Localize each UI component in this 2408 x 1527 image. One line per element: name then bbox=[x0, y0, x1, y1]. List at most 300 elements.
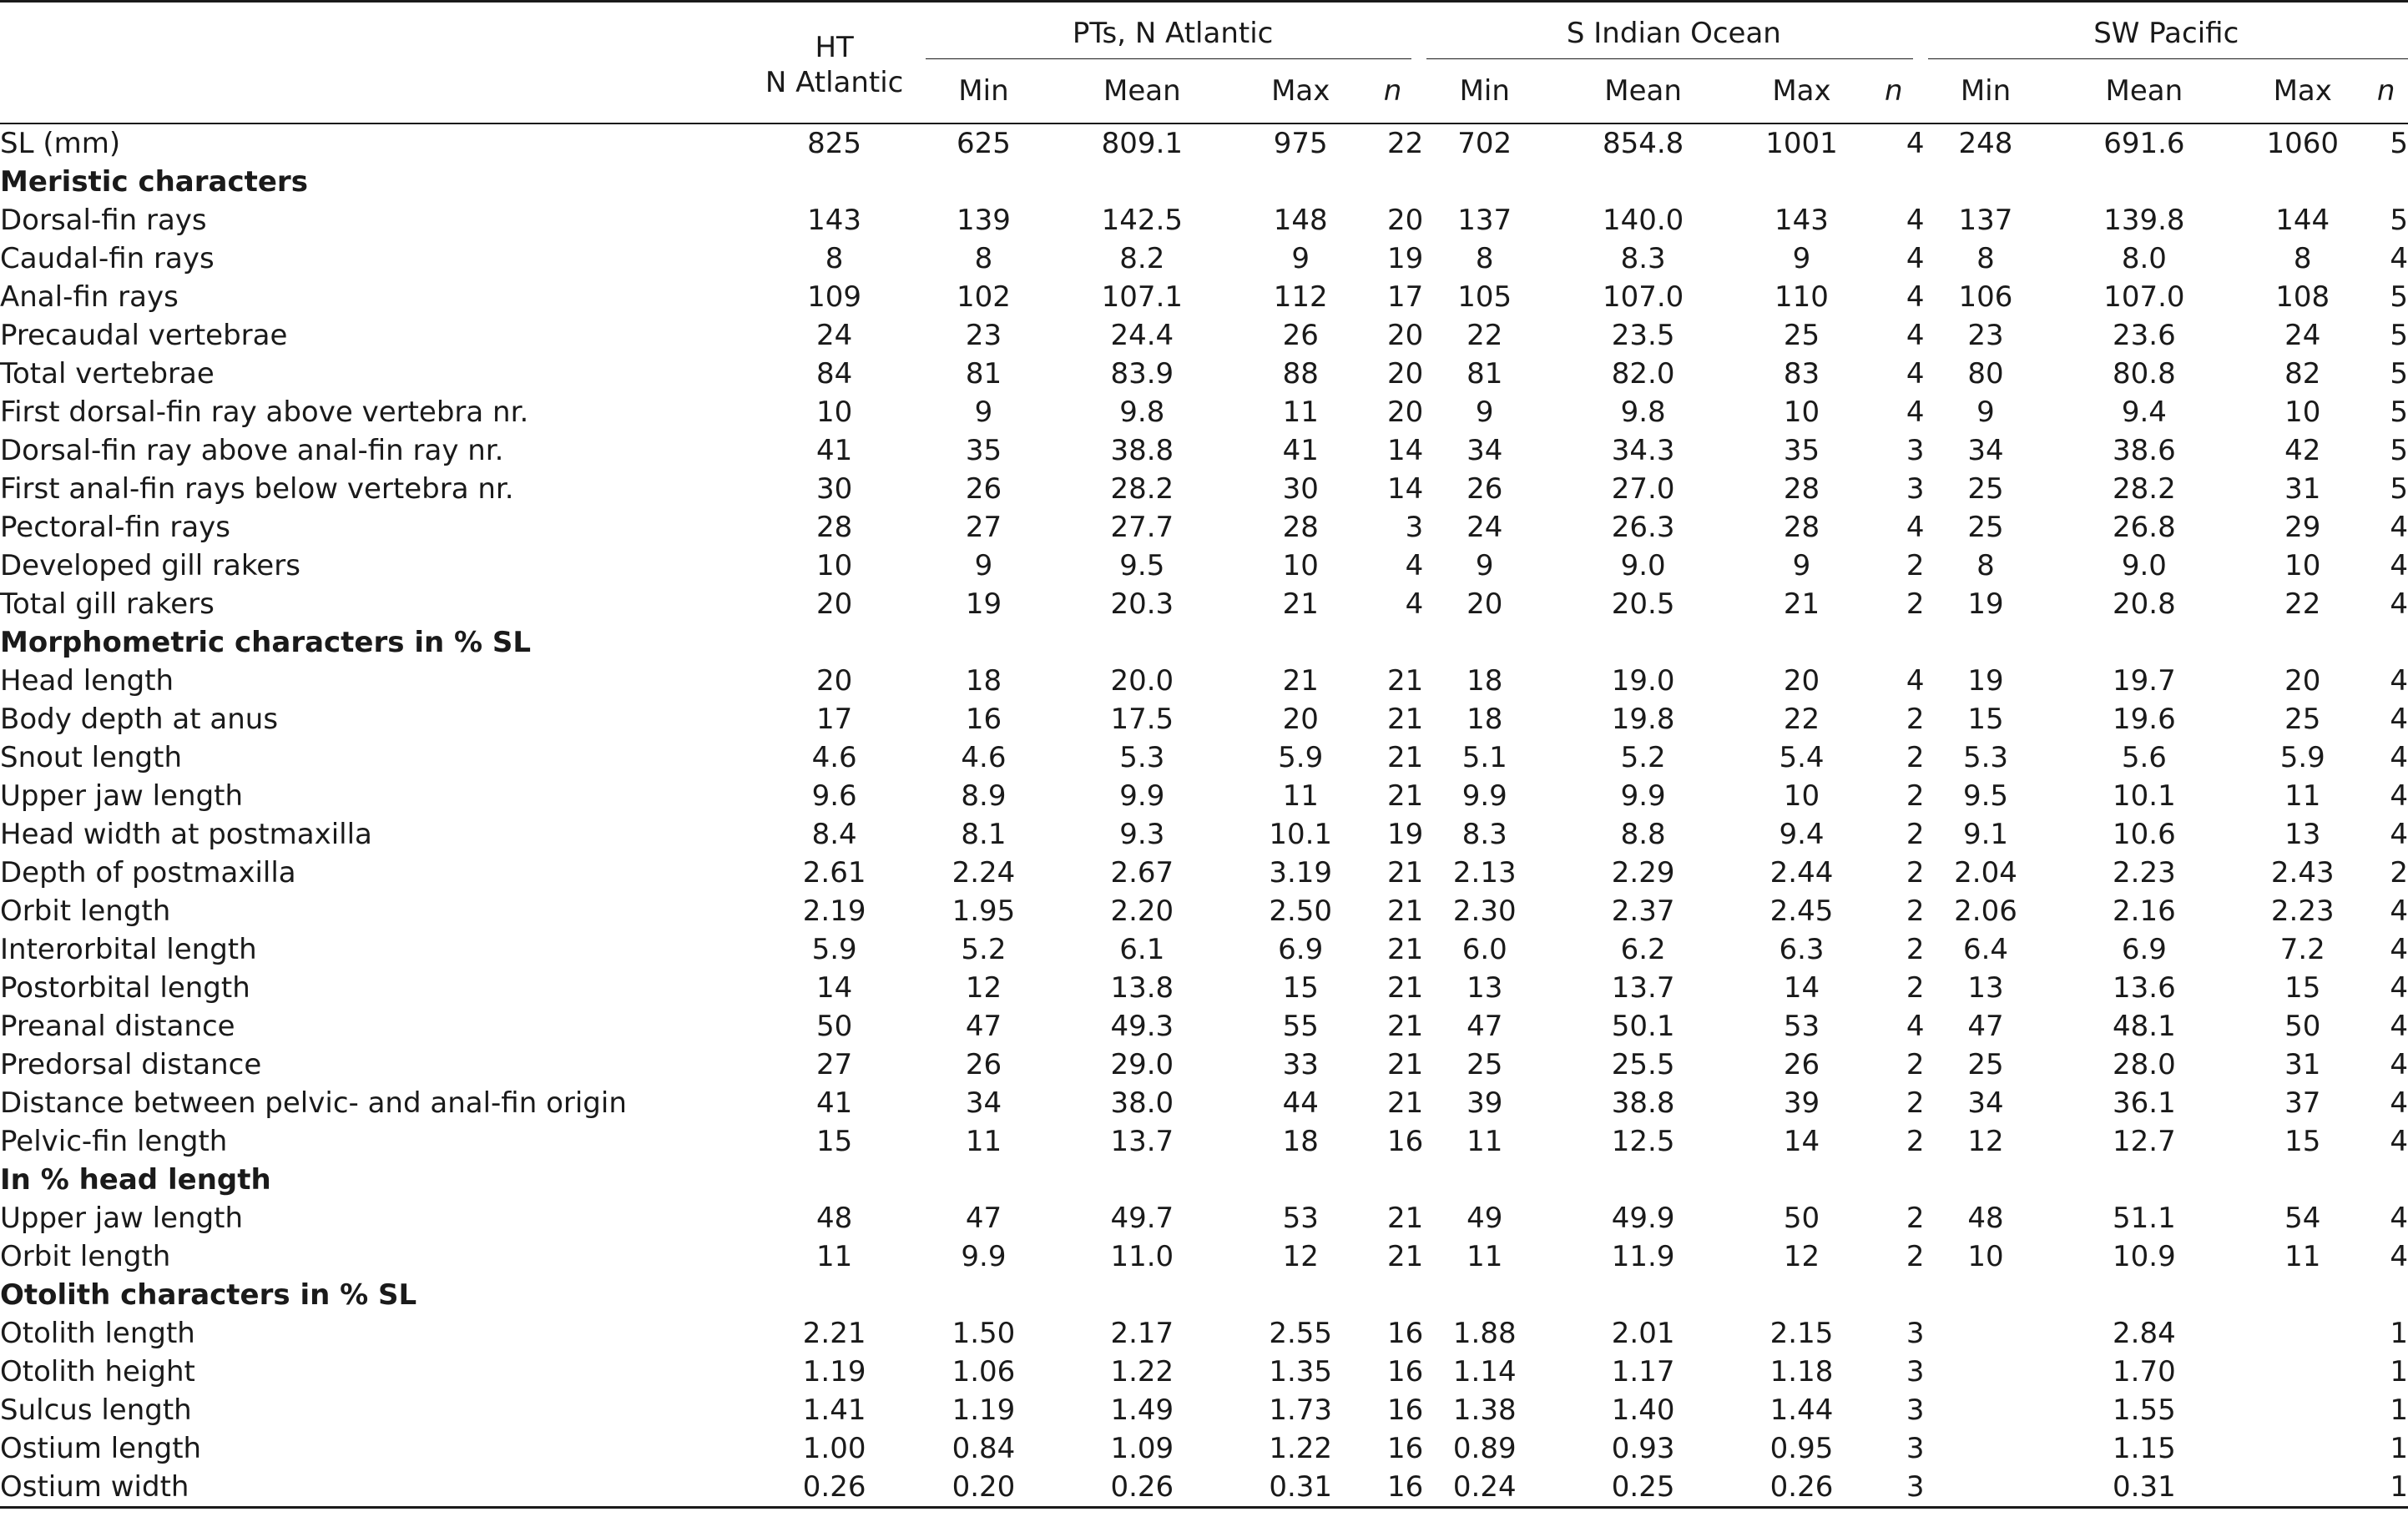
cell-value: 6.1 bbox=[1119, 933, 1165, 966]
cell-value: 8 bbox=[2293, 242, 2312, 275]
header-group-pacific bbox=[1925, 2, 2408, 60]
cell-value: 1.15 bbox=[2113, 1432, 2176, 1465]
row-label: Interorbital length bbox=[0, 933, 257, 966]
header-group-indian-ocean bbox=[1423, 2, 1924, 60]
cell-value: 25 bbox=[2284, 703, 2321, 736]
cell-value: 23.6 bbox=[2113, 319, 2176, 352]
row-label: Caudal-fin rays bbox=[0, 242, 215, 275]
cell-n: 21 bbox=[1386, 703, 1424, 736]
cell-value: 8.0 bbox=[2121, 242, 2167, 275]
cell-n: 5 bbox=[2390, 280, 2408, 314]
section-title: In % head length bbox=[0, 1163, 271, 1197]
cell-value: 854.8 bbox=[1602, 127, 1684, 160]
cell-value: 25 bbox=[1967, 472, 2004, 506]
cell-n: 3 bbox=[1405, 511, 1424, 544]
cell-value: 36.1 bbox=[2113, 1086, 2176, 1120]
cell-value: 2.23 bbox=[2113, 856, 2176, 889]
cell-value: 10 bbox=[2284, 396, 2321, 429]
cell-value: 50 bbox=[1783, 1202, 1820, 1235]
cell-value: 13.8 bbox=[1110, 971, 1174, 1005]
cell-value: 11 bbox=[1282, 396, 1319, 429]
cell-value: 1.95 bbox=[952, 895, 1016, 928]
cell-value: 27 bbox=[815, 1048, 853, 1081]
cell-n: 4 bbox=[1906, 396, 1925, 429]
cell-n: 5 bbox=[2390, 127, 2408, 160]
cell-n: 16 bbox=[1386, 1470, 1424, 1504]
cell-value: 34 bbox=[1967, 434, 2004, 467]
cell-n: 4 bbox=[1405, 549, 1424, 582]
cell-value: 18 bbox=[1467, 664, 1503, 698]
cell-n: 4 bbox=[2390, 1240, 2408, 1273]
cell-value: 14 bbox=[1783, 971, 1820, 1005]
cell-value: 31 bbox=[2284, 1048, 2321, 1081]
cell-value: 1.41 bbox=[802, 1393, 866, 1427]
cell-value: 13.7 bbox=[1110, 1125, 1174, 1158]
cell-value: 15 bbox=[2284, 1125, 2321, 1158]
cell-value: 19 bbox=[965, 587, 1002, 621]
cell-value: 41 bbox=[815, 434, 853, 467]
cell-value: 2.44 bbox=[1769, 856, 1834, 889]
cell-value: 2.23 bbox=[2270, 895, 2335, 928]
cell-value: 28 bbox=[1783, 511, 1820, 544]
cell-value: 42 bbox=[2284, 434, 2321, 467]
cell-value: 9 bbox=[1792, 549, 1811, 582]
cell-n: 21 bbox=[1386, 1240, 1424, 1273]
cell-value: 1.55 bbox=[2113, 1393, 2176, 1427]
row-label: Precaudal vertebrae bbox=[0, 319, 288, 352]
header-max: Max bbox=[1772, 74, 1831, 108]
cell-value bbox=[1925, 1353, 2047, 1391]
cell-value: 11 bbox=[1467, 1240, 1503, 1273]
cell-value: 2.30 bbox=[1452, 895, 1517, 928]
cell-value: 13.7 bbox=[1611, 971, 1675, 1005]
table-row bbox=[0, 1237, 2408, 1276]
header-row-subcols bbox=[0, 59, 2408, 123]
table-row bbox=[0, 738, 2408, 777]
cell-value: 10 bbox=[815, 396, 853, 429]
header-blank bbox=[0, 59, 746, 123]
cell-value: 102 bbox=[957, 280, 1011, 314]
cell-value: 49 bbox=[1467, 1202, 1503, 1235]
row-label: Head length bbox=[0, 664, 174, 698]
cell-value: 1.14 bbox=[1452, 1355, 1517, 1388]
cell-value: 2.20 bbox=[1110, 895, 1174, 928]
cell-n: 4 bbox=[2390, 1010, 2408, 1043]
cell-value: 5.9 bbox=[811, 933, 857, 966]
cell-value: 1.70 bbox=[2113, 1355, 2176, 1388]
cell-value: 1.00 bbox=[802, 1432, 866, 1465]
header-blank bbox=[0, 2, 746, 60]
cell-value: 9.5 bbox=[1962, 779, 2009, 813]
header-group-indian-ocean-label: S Indian Ocean bbox=[1566, 17, 1781, 50]
table-row bbox=[0, 1314, 2408, 1353]
section-title: Otolith characters in % SL bbox=[0, 1278, 417, 1312]
row-label: Orbit length bbox=[0, 1240, 171, 1273]
cell-n: 4 bbox=[1906, 357, 1925, 391]
row-label: SL (mm) bbox=[0, 127, 121, 160]
cell-value: 35 bbox=[1783, 434, 1820, 467]
row-label: Total vertebrae bbox=[0, 357, 215, 391]
table-row bbox=[0, 355, 2408, 393]
cell-value: 82 bbox=[2284, 357, 2321, 391]
cell-n: 2 bbox=[1906, 1086, 1925, 1120]
cell-value: 24 bbox=[2284, 319, 2321, 352]
cell-n: 3 bbox=[1906, 1393, 1925, 1427]
section-header-row bbox=[0, 163, 2408, 201]
table-row bbox=[0, 1199, 2408, 1237]
cell-value: 10 bbox=[1967, 1240, 2004, 1273]
cell-value: 25 bbox=[1967, 1048, 2004, 1081]
table-row bbox=[0, 1046, 2408, 1084]
cell-value: 5.1 bbox=[1461, 741, 1507, 774]
cell-n: 3 bbox=[1906, 472, 1925, 506]
cell-value bbox=[2241, 1353, 2364, 1391]
cell-value: 34 bbox=[1467, 434, 1503, 467]
cell-n: 21 bbox=[1386, 1010, 1424, 1043]
cell-n: 4 bbox=[2390, 1086, 2408, 1120]
cell-n: 20 bbox=[1386, 319, 1424, 352]
cell-value: 8.3 bbox=[1620, 242, 1666, 275]
cell-value: 2.15 bbox=[1769, 1317, 1834, 1350]
cell-n: 3 bbox=[1906, 1470, 1925, 1504]
cell-value: 31 bbox=[2284, 472, 2321, 506]
table-row bbox=[0, 393, 2408, 431]
cell-value: 248 bbox=[1958, 127, 2013, 160]
cell-value: 6.2 bbox=[1620, 933, 1666, 966]
cell-n: 21 bbox=[1386, 895, 1424, 928]
cell-value bbox=[2241, 1468, 2364, 1508]
cell-value: 47 bbox=[1467, 1010, 1503, 1043]
cell-value: 2.50 bbox=[1269, 895, 1333, 928]
cell-n: 1 bbox=[2390, 1317, 2408, 1350]
cell-value: 81 bbox=[965, 357, 1002, 391]
cell-value: 34 bbox=[1967, 1086, 2004, 1120]
cell-value: 4.6 bbox=[961, 741, 1007, 774]
cell-n: 4 bbox=[2390, 549, 2408, 582]
cell-value: 0.84 bbox=[952, 1432, 1016, 1465]
cell-n: 3 bbox=[1906, 1317, 1925, 1350]
section-header-row bbox=[0, 623, 2408, 662]
cell-n: 5 bbox=[2390, 204, 2408, 237]
cell-n: 1 bbox=[2390, 1470, 2408, 1504]
cell-value: 825 bbox=[807, 127, 862, 160]
cell-value: 110 bbox=[1774, 280, 1829, 314]
cell-value: 23 bbox=[965, 319, 1002, 352]
cell-value: 6.0 bbox=[1461, 933, 1507, 966]
cell-value: 9.1 bbox=[1962, 818, 2009, 851]
cell-value: 107.1 bbox=[1101, 280, 1184, 314]
cell-value: 39 bbox=[1467, 1086, 1503, 1120]
cell-n: 21 bbox=[1386, 1202, 1424, 1235]
cell-value: 53 bbox=[1282, 1202, 1319, 1235]
cell-value: 5.3 bbox=[1962, 741, 2009, 774]
header-mean: Mean bbox=[1103, 74, 1181, 108]
cell-value: 9.4 bbox=[1779, 818, 1825, 851]
cell-n: 2 bbox=[1906, 1125, 1925, 1158]
cell-value: 25 bbox=[1783, 319, 1820, 352]
cell-value: 20.3 bbox=[1110, 587, 1174, 621]
cell-n: 21 bbox=[1386, 971, 1424, 1005]
cell-n: 4 bbox=[1906, 280, 1925, 314]
cell-value: 10.1 bbox=[2113, 779, 2176, 813]
cell-value: 15 bbox=[2284, 971, 2321, 1005]
cell-value: 5.9 bbox=[2279, 741, 2325, 774]
row-label: Pectoral-fin rays bbox=[0, 511, 230, 544]
cell-value: 5.9 bbox=[1278, 741, 1324, 774]
cell-value: 3.19 bbox=[1269, 856, 1333, 889]
section-header-row bbox=[0, 1161, 2408, 1199]
row-label: Body depth at anus bbox=[0, 703, 279, 736]
cell-value: 27.7 bbox=[1110, 511, 1174, 544]
cell-value: 8 bbox=[1475, 242, 1494, 275]
cell-value: 139.8 bbox=[2103, 204, 2185, 237]
cell-value: 9 bbox=[1475, 396, 1494, 429]
row-label: Pelvic-fin length bbox=[0, 1125, 228, 1158]
cell-value: 0.26 bbox=[1769, 1470, 1834, 1504]
cell-value: 2.24 bbox=[952, 856, 1016, 889]
cell-value: 21 bbox=[1282, 587, 1319, 621]
cell-n: 4 bbox=[2390, 779, 2408, 813]
cell-n: 2 bbox=[1906, 1048, 1925, 1081]
cell-n: 14 bbox=[1386, 434, 1424, 467]
table-header bbox=[0, 2, 2408, 124]
row-label: Depth of postmaxilla bbox=[0, 856, 296, 889]
header-n: n bbox=[2376, 74, 2395, 108]
header-min: Min bbox=[1960, 74, 2012, 108]
row-label: Preanal distance bbox=[0, 1010, 235, 1043]
cell-value: 38.8 bbox=[1611, 1086, 1675, 1120]
cell-value: 10.6 bbox=[2113, 818, 2176, 851]
cell-value: 12 bbox=[1967, 1125, 2004, 1158]
table-row bbox=[0, 777, 2408, 815]
cell-value: 12 bbox=[1282, 1240, 1319, 1273]
cell-n: 2 bbox=[1906, 741, 1925, 774]
table-row bbox=[0, 700, 2408, 738]
table-row bbox=[0, 1468, 2408, 1508]
cell-value: 9 bbox=[1792, 242, 1811, 275]
cell-n: 4 bbox=[1906, 127, 1925, 160]
cell-value: 11 bbox=[2284, 779, 2321, 813]
cell-n: 4 bbox=[2390, 971, 2408, 1005]
cell-n: 2 bbox=[1906, 1202, 1925, 1235]
cell-value: 109 bbox=[807, 280, 862, 314]
cell-value: 9.5 bbox=[1119, 549, 1165, 582]
cell-value: 6.9 bbox=[1278, 933, 1324, 966]
cell-value: 1.40 bbox=[1611, 1393, 1675, 1427]
cell-value: 9 bbox=[974, 549, 993, 582]
cell-value: 82.0 bbox=[1611, 357, 1675, 391]
cell-value: 13.6 bbox=[2113, 971, 2176, 1005]
cell-value: 28.0 bbox=[2113, 1048, 2176, 1081]
cell-value: 8.8 bbox=[1620, 818, 1666, 851]
table-body bbox=[0, 123, 2408, 1508]
cell-n: 20 bbox=[1386, 357, 1424, 391]
cell-value: 51.1 bbox=[2113, 1202, 2176, 1235]
cell-value: 11.9 bbox=[1611, 1240, 1675, 1273]
cell-value: 0.20 bbox=[952, 1470, 1016, 1504]
row-label: First anal-fin rays below vertebra nr. bbox=[0, 472, 514, 506]
cell-n: 5 bbox=[2390, 396, 2408, 429]
cell-value: 1060 bbox=[2266, 127, 2340, 160]
row-label: Developed gill rakers bbox=[0, 549, 300, 582]
row-label: Dorsal-fin rays bbox=[0, 204, 207, 237]
cell-n: 22 bbox=[1386, 127, 1424, 160]
cell-value: 26.3 bbox=[1611, 511, 1675, 544]
row-label: Sulcus length bbox=[0, 1393, 192, 1427]
header-holotype-line1: HT bbox=[815, 31, 854, 64]
cell-value: 53 bbox=[1783, 1010, 1820, 1043]
cell-value: 8 bbox=[1976, 549, 1995, 582]
cell-value: 28 bbox=[1282, 511, 1319, 544]
cell-value: 10 bbox=[1282, 549, 1319, 582]
cell-n: 20 bbox=[1386, 204, 1424, 237]
cell-value: 10 bbox=[2284, 549, 2321, 582]
cell-value: 2.16 bbox=[2113, 895, 2176, 928]
header-holotype bbox=[746, 2, 922, 124]
cell-value: 0.31 bbox=[1269, 1470, 1333, 1504]
cell-n: 5 bbox=[2390, 434, 2408, 467]
cell-value: 18 bbox=[1282, 1125, 1319, 1158]
cell-value: 107.0 bbox=[1602, 280, 1684, 314]
cell-value: 20 bbox=[2284, 664, 2321, 698]
header-row-groups bbox=[0, 2, 2408, 60]
cell-value: 5.3 bbox=[1119, 741, 1165, 774]
cell-value: 48 bbox=[815, 1202, 853, 1235]
header-group-underline bbox=[1426, 58, 1912, 59]
cell-value bbox=[1925, 1429, 2047, 1468]
cell-value: 47 bbox=[965, 1010, 1002, 1043]
cell-value: 24 bbox=[1467, 511, 1503, 544]
cell-value: 8 bbox=[825, 242, 844, 275]
cell-value: 0.31 bbox=[2113, 1470, 2176, 1504]
cell-value: 1.44 bbox=[1769, 1393, 1834, 1427]
cell-value: 625 bbox=[957, 127, 1011, 160]
cell-value: 10.1 bbox=[1269, 818, 1333, 851]
cell-n: 4 bbox=[1906, 242, 1925, 275]
cell-value: 12.7 bbox=[2113, 1125, 2176, 1158]
cell-value: 1.38 bbox=[1452, 1393, 1517, 1427]
cell-n: 19 bbox=[1386, 818, 1424, 851]
cell-value: 1.06 bbox=[952, 1355, 1016, 1388]
cell-value: 1.19 bbox=[802, 1355, 866, 1388]
cell-value: 18 bbox=[965, 664, 1002, 698]
cell-value: 29 bbox=[2284, 511, 2321, 544]
cell-value: 38.0 bbox=[1110, 1086, 1174, 1120]
cell-value: 13 bbox=[1967, 971, 2004, 1005]
cell-value: 25 bbox=[1967, 511, 2004, 544]
header-group-underline bbox=[926, 58, 1411, 59]
cell-value: 148 bbox=[1273, 204, 1328, 237]
cell-value: 14 bbox=[1783, 1125, 1820, 1158]
cell-value: 6.3 bbox=[1779, 933, 1825, 966]
cell-value: 11 bbox=[1282, 779, 1319, 813]
cell-value: 9.3 bbox=[1119, 818, 1165, 851]
cell-value: 13 bbox=[1467, 971, 1503, 1005]
cell-n: 4 bbox=[1906, 1010, 1925, 1043]
cell-n: 21 bbox=[1386, 1048, 1424, 1081]
cell-value: 7.2 bbox=[2279, 933, 2325, 966]
cell-value: 9.9 bbox=[961, 1240, 1007, 1273]
cell-n: 2 bbox=[1906, 549, 1925, 582]
cell-value: 17 bbox=[815, 703, 853, 736]
cell-value: 30 bbox=[815, 472, 853, 506]
cell-value: 11 bbox=[1467, 1125, 1503, 1158]
cell-n: 4 bbox=[2390, 895, 2408, 928]
cell-n: 4 bbox=[2390, 1125, 2408, 1158]
cell-n: 4 bbox=[2390, 703, 2408, 736]
cell-value: 0.24 bbox=[1452, 1470, 1517, 1504]
cell-value: 2.43 bbox=[2270, 856, 2335, 889]
cell-value: 142.5 bbox=[1101, 204, 1184, 237]
cell-value: 49.9 bbox=[1611, 1202, 1675, 1235]
table-row bbox=[0, 239, 2408, 278]
cell-value: 1.17 bbox=[1611, 1355, 1675, 1388]
cell-value: 2.45 bbox=[1769, 895, 1834, 928]
cell-n: 2 bbox=[2390, 856, 2408, 889]
cell-value: 8 bbox=[974, 242, 993, 275]
cell-value: 9.6 bbox=[811, 779, 857, 813]
table-row bbox=[0, 815, 2408, 854]
cell-n: 16 bbox=[1386, 1125, 1424, 1158]
cell-n: 16 bbox=[1386, 1432, 1424, 1465]
cell-value: 105 bbox=[1457, 280, 1512, 314]
cell-value: 50 bbox=[2284, 1010, 2321, 1043]
header-max: Max bbox=[1271, 74, 1330, 108]
row-label: Upper jaw length bbox=[0, 1202, 244, 1235]
cell-value: 9 bbox=[974, 396, 993, 429]
cell-value: 9.8 bbox=[1620, 396, 1666, 429]
row-label: Anal-fin rays bbox=[0, 280, 179, 314]
cell-value: 20.5 bbox=[1611, 587, 1675, 621]
header-group-underline bbox=[1928, 58, 2408, 59]
cell-value: 15 bbox=[815, 1125, 853, 1158]
cell-value: 21 bbox=[1282, 664, 1319, 698]
cell-n: 4 bbox=[2390, 511, 2408, 544]
cell-value: 1.09 bbox=[1110, 1432, 1174, 1465]
table-row bbox=[0, 1084, 2408, 1122]
cell-value: 2.61 bbox=[802, 856, 866, 889]
cell-value: 25.5 bbox=[1611, 1048, 1675, 1081]
cell-value: 9.9 bbox=[1620, 779, 1666, 813]
cell-value: 28 bbox=[815, 511, 853, 544]
cell-value: 83.9 bbox=[1110, 357, 1174, 391]
cell-value bbox=[2241, 1391, 2364, 1429]
cell-value bbox=[1925, 1468, 2047, 1508]
cell-value: 19 bbox=[1967, 587, 2004, 621]
cell-value: 20 bbox=[815, 587, 853, 621]
row-label: Total gill rakers bbox=[0, 587, 215, 621]
cell-n: 20 bbox=[1386, 396, 1424, 429]
row-label: Ostium length bbox=[0, 1432, 202, 1465]
cell-value: 106 bbox=[1958, 280, 2013, 314]
cell-value: 20.0 bbox=[1110, 664, 1174, 698]
cell-n: 1 bbox=[2390, 1393, 2408, 1427]
cell-n: 4 bbox=[2390, 933, 2408, 966]
cell-value: 41 bbox=[1282, 434, 1319, 467]
cell-value: 9 bbox=[1976, 396, 1995, 429]
cell-value: 24 bbox=[815, 319, 853, 352]
table-row bbox=[0, 585, 2408, 623]
cell-n: 3 bbox=[1906, 1355, 1925, 1388]
cell-value: 2.29 bbox=[1611, 856, 1675, 889]
cell-value: 39 bbox=[1783, 1086, 1820, 1120]
cell-value: 9.0 bbox=[2121, 549, 2167, 582]
table-row bbox=[0, 508, 2408, 547]
cell-value: 144 bbox=[2275, 204, 2330, 237]
table-row bbox=[0, 431, 2408, 470]
cell-value: 4.6 bbox=[811, 741, 857, 774]
header-max: Max bbox=[2273, 74, 2332, 108]
